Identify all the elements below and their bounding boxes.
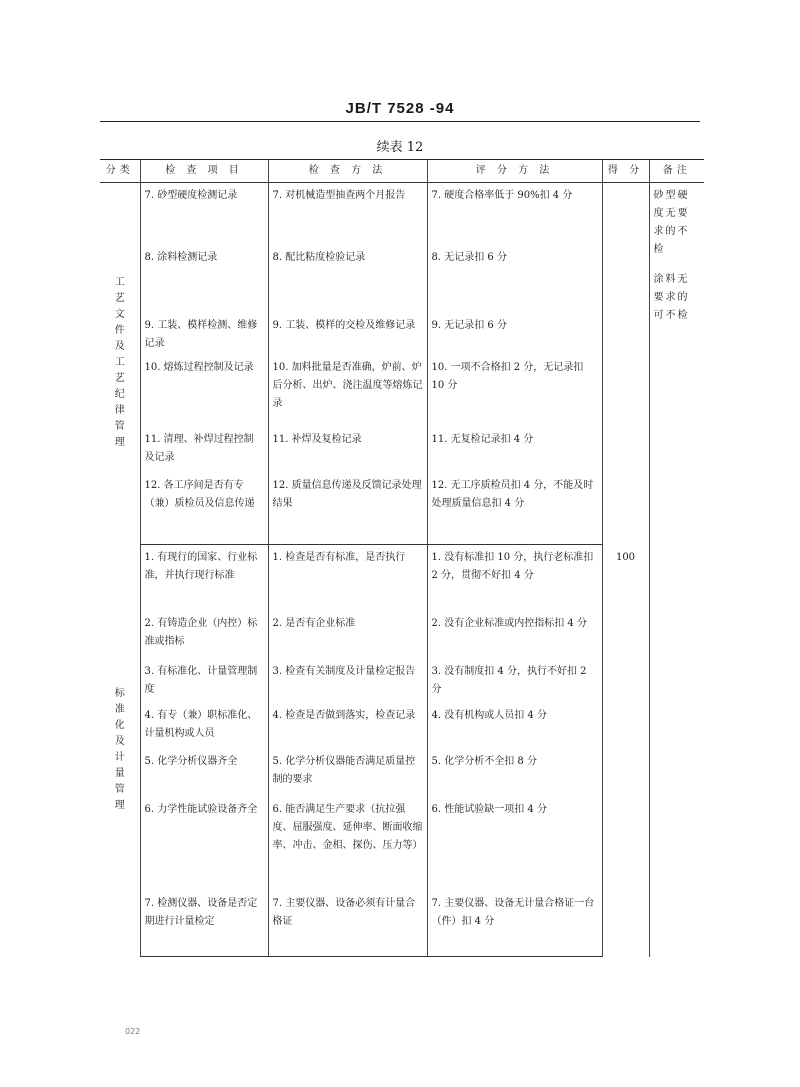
method-cell: 2. 是否有企业标准 <box>268 615 427 663</box>
note-cell <box>649 183 704 545</box>
score-cell: 100 <box>602 545 649 957</box>
scoring-cell: 12. 无工序质检员扣 4 分，不能及时处理质量信息扣 4 分 <box>427 477 602 545</box>
table-header-row <box>100 160 704 183</box>
item-cell: 5. 化学分析仪器齐全 <box>140 753 268 801</box>
method-cell: 7. 对机械造型抽查两个月报告 <box>268 183 427 249</box>
item-cell: 7. 砂型硬度检测记录 <box>140 183 268 249</box>
method-cell: 7. 主要仪器、设备必须有计量合格证 <box>268 895 427 957</box>
note-cell <box>649 545 704 957</box>
scoring-cell: 7. 主要仪器、设备无计量合格证一台（件）扣 4 分 <box>427 895 602 957</box>
method-cell: 10. 加料批量是否准确，炉前、炉后分析、出炉、浇注温度等熔炼记录 <box>268 359 427 431</box>
category-label: 工艺文件及工艺纪律管理 <box>114 277 125 449</box>
item-cell: 9. 工装、模样检测、维修记录 <box>140 317 268 359</box>
scoring-cell: 3. 没有制度扣 4 分，执行不好扣 2 分 <box>427 663 602 707</box>
scoring-cell: 1. 没有标准扣 10 分，执行老标准扣 2 分，贯彻不好扣 4 分 <box>427 545 602 615</box>
item-cell: 11. 清理、补焊过程控制及记录 <box>140 431 268 477</box>
item-cell: 12. 各工序间是否有专（兼）质检员及信息传递 <box>140 477 268 545</box>
scoring-cell: 6. 性能试验缺一项扣 4 分 <box>427 801 602 895</box>
page-number: 022 <box>125 1027 141 1036</box>
col-header-item: 检 查 项 目 <box>140 160 268 183</box>
scoring-cell: 11. 无复检记录扣 4 分 <box>427 431 602 477</box>
item-cell: 4. 有专（兼）职标准化、计量机构或人员 <box>140 707 268 753</box>
item-cell: 10. 熔炼过程控制及记录 <box>140 359 268 431</box>
scoring-cell: 10. 一项不合格扣 2 分，无记录扣 10 分 <box>427 359 602 431</box>
method-cell: 9. 工装、模样的交检及维修记录 <box>268 317 427 359</box>
note-text: 砂型硬度无要求的不检 <box>653 190 690 255</box>
item-cell: 3. 有标准化、计量管理制度 <box>140 663 268 707</box>
scoring-cell: 5. 化学分析不全扣 8 分 <box>427 753 602 801</box>
category-label: 标准化及计量管理 <box>114 688 125 811</box>
col-header-category: 分类 <box>100 160 140 183</box>
scoring-cell: 2. 没有企业标准或内控指标扣 4 分 <box>427 615 602 663</box>
method-cell: 6. 能否满足生产要求（抗拉强度、屈服强度、延伸率、断面收缩率、冲击、金相、探伤、压力等） <box>268 801 427 895</box>
method-cell: 11. 补焊及复检记录 <box>268 431 427 477</box>
document-code: JB/T 7528 -94 <box>345 100 455 117</box>
col-header-scoring: 评 分 方 法 <box>427 160 602 183</box>
evaluation-table <box>100 159 704 957</box>
scoring-cell: 7. 硬度合格率低于 90%扣 4 分 <box>427 183 602 249</box>
category-cell <box>100 545 140 957</box>
scoring-cell: 9. 无记录扣 6 分 <box>427 317 602 359</box>
scoring-cell: 4. 没有机构或人员扣 4 分 <box>427 707 602 753</box>
header-rule <box>100 121 700 122</box>
col-header-method: 检 查 方 法 <box>268 160 427 183</box>
item-cell: 8. 涂料检测记录 <box>140 249 268 317</box>
col-header-score: 得 分 <box>602 160 649 183</box>
method-cell: 1. 检查是否有标准，是否执行 <box>268 545 427 615</box>
item-cell: 7. 检测仪器、设备是否定期进行计量检定 <box>140 895 268 957</box>
table-caption: 续表 12 <box>376 140 424 155</box>
category-cell <box>100 183 140 545</box>
scoring-cell: 8. 无记录扣 6 分 <box>427 249 602 317</box>
col-header-note: 备注 <box>649 160 704 183</box>
method-cell: 12. 质量信息传递及反馈记录处理结果 <box>268 477 427 545</box>
score-cell <box>602 183 649 545</box>
method-cell: 5. 化学分析仪器能否满足质量控制的要求 <box>268 753 427 801</box>
method-cell: 3. 检查有关制度及计量检定报告 <box>268 663 427 707</box>
item-cell: 1. 有现行的国家、行业标准，并执行现行标准 <box>140 545 268 615</box>
method-cell: 4. 检查是否做到落实，检查记录 <box>268 707 427 753</box>
item-cell: 6. 力学性能试验设备齐全 <box>140 801 268 895</box>
table-row <box>100 183 704 249</box>
item-cell: 2. 有铸造企业（内控）标准或指标 <box>140 615 268 663</box>
note-text: 涂料无要求的可不检 <box>653 274 690 321</box>
method-cell: 8. 配比粘度检验记录 <box>268 249 427 317</box>
table-row <box>100 545 704 615</box>
